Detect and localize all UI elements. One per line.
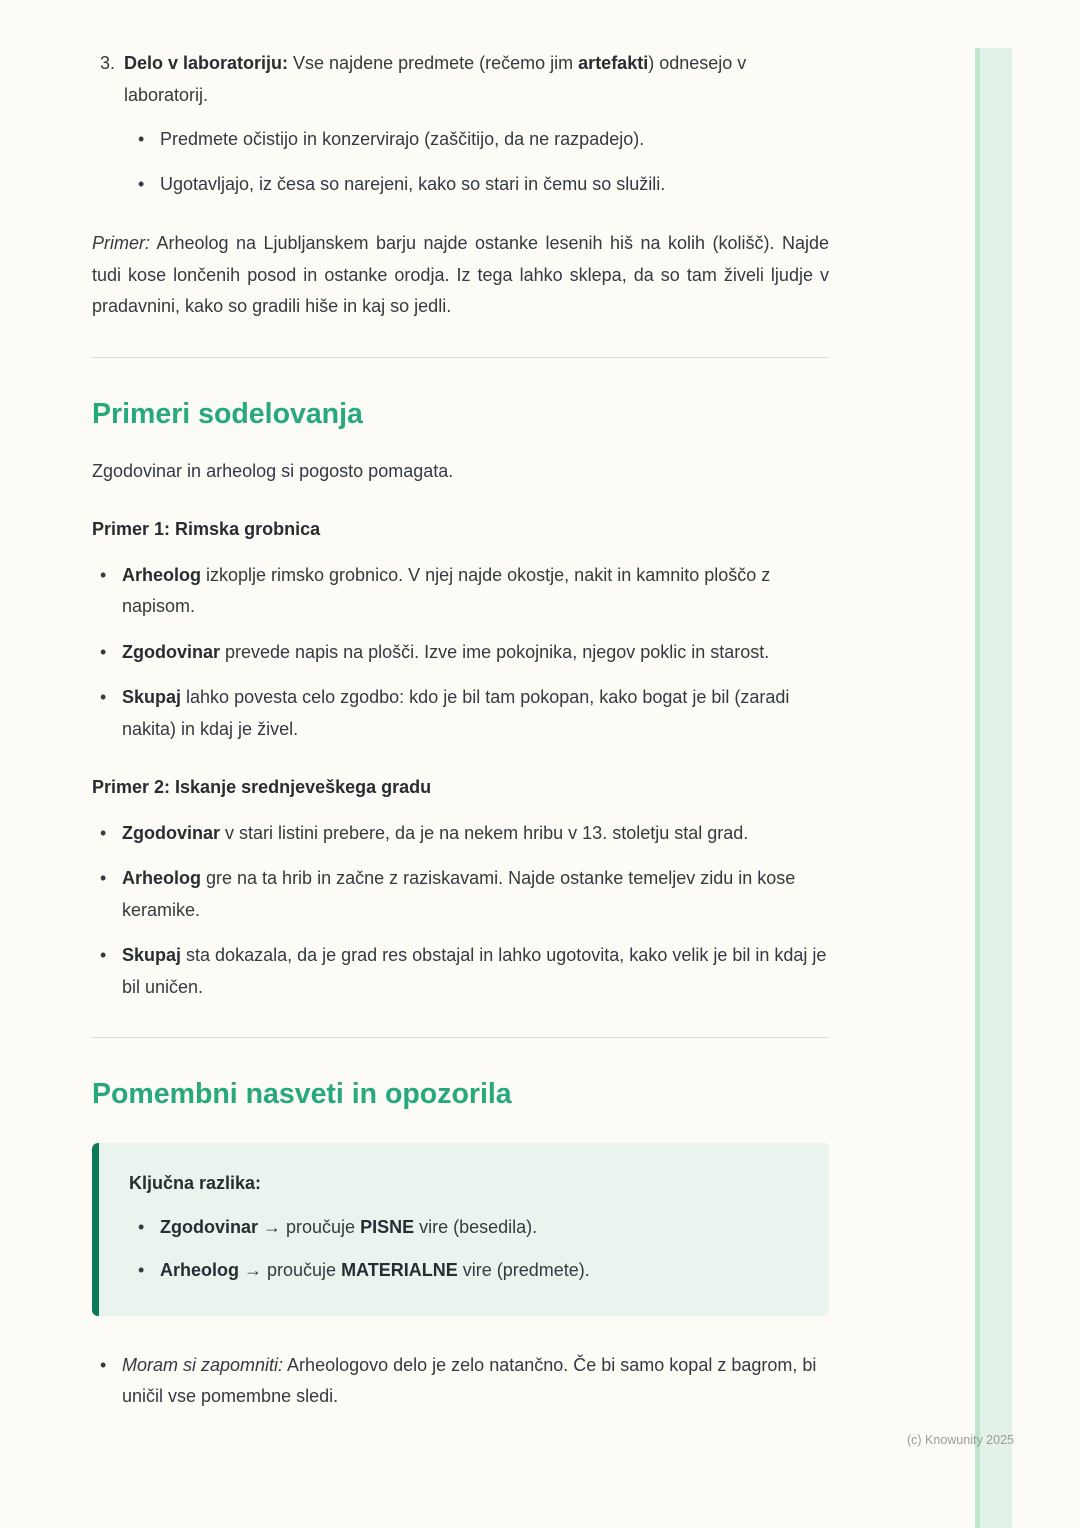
bullet-marker: • <box>100 564 107 585</box>
section-divider <box>92 357 829 358</box>
list-item <box>100 682 829 745</box>
bullet-marker: • <box>138 1260 145 1281</box>
example-paragraph <box>92 228 829 323</box>
bullet-emphasis: PISNE <box>360 1216 415 1237</box>
bullet-text: Skupaj sta dokazala, da je grad res obstajal in lahko ugotovita, kako velik je bil in kdaj je bil uničen. <box>122 945 827 997</box>
bullet-text: Zgodovinar prevede napis na plošči. Izve ime pokojnika, njegov poklic in starost. <box>122 641 770 662</box>
list-item <box>138 124 829 156</box>
bullet-text: Arheolog → proučuje MATERIALNE vire (predmete). <box>160 1260 590 1281</box>
reminder-list <box>100 1350 829 1413</box>
bullet-text: Zgodovinar v stari listini prebere, da je na nekem hribu v 13. stoletju stal grad. <box>122 822 749 843</box>
bullet-emphasis: MATERIALNE <box>341 1260 458 1281</box>
list-item <box>138 1255 799 1287</box>
reminder-lead: Moram si zapomniti: <box>122 1354 284 1375</box>
copyright-note: (c) Knowunity 2025 <box>906 1433 1014 1447</box>
bullet-lead: Arheolog <box>122 868 201 889</box>
lab-sub-list <box>138 124 829 200</box>
item-number: 3. <box>100 53 116 73</box>
lab-item-term: artefakti <box>578 53 649 73</box>
bullet-marker: • <box>100 641 107 662</box>
numbered-item-lab-work <box>92 48 829 200</box>
list-item <box>138 1212 799 1244</box>
bullet-text: Zgodovinar → proučuje PISNE vire (besedila). <box>160 1216 538 1237</box>
bullet-lead: Skupaj <box>122 945 182 966</box>
bullet-lead: Skupaj <box>122 687 182 708</box>
list-item <box>100 637 829 669</box>
example2-heading: Primer 2: Iskanje srednjeveškega gradu <box>92 777 432 798</box>
sub-bullet-text: Predmete očistijo in konzervirajo (zaščitijo, da ne razpadejo). <box>160 129 645 149</box>
list-item <box>100 940 829 1003</box>
list-item <box>100 560 829 623</box>
example1-heading: Primer 1: Rimska grobnica <box>92 519 321 540</box>
sub-bullet-text: Ugotavljajo, iz česa so narejeni, kako so stari in čemu so služili. <box>160 173 666 194</box>
bullet-marker: • <box>100 687 107 708</box>
bullet-marker: • <box>138 173 145 194</box>
callout-title: Ključna razlika: <box>129 1173 262 1194</box>
lab-item-lead: Delo v laboratoriju: <box>124 53 289 73</box>
list-item <box>138 169 829 201</box>
bullet-text: Skupaj lahko povesta celo zgodbo: kdo je bil tam pokopan, kako bogat je bil (zaradi nakita) in kdaj je živel. <box>122 687 790 739</box>
example-lead: Primer: <box>92 233 150 253</box>
bullet-lead: Arheolog <box>160 1260 239 1281</box>
bullet-text: Arheolog izkoplje rimsko grobnico. V njej najde okostje, nakit in kamnito ploščo z napisom. <box>122 564 771 617</box>
list-item <box>100 818 829 850</box>
section-title-collaboration: Primeri sodelovanja <box>92 397 363 430</box>
bullet-marker: • <box>100 868 107 889</box>
list-item <box>100 1350 829 1413</box>
reminder-text: Moram si zapomniti: Arheologovo delo je zelo natančno. Če bi samo kopal z bagrom, bi uničil vse pomembne sledi. <box>122 1354 817 1407</box>
page-content <box>92 48 829 1413</box>
section-title-advice: Pomembni nasveti in opozorila <box>92 1078 512 1111</box>
bullet-marker: • <box>138 1216 145 1237</box>
page-edge-accent <box>975 48 1012 1528</box>
bullet-lead: Arheolog <box>122 564 201 585</box>
item-body <box>124 48 829 200</box>
example-text: Arheolog na Ljubljanskem barju najde ostanke lesenih hiš na kolih (kolišč). Najde tudi kose lončenih posod in ostanke orodja. Iz tega lahko sklepa, da so tam živeli ljudje v pradavnini, kako so gradili hiše in kaj so jedli. <box>92 233 829 316</box>
list-item <box>100 863 829 926</box>
bullet-marker: • <box>100 822 107 843</box>
example1-list <box>100 560 829 746</box>
bullet-marker: • <box>100 1354 107 1375</box>
collaboration-intro: Zgodovinar in arheolog si pogosto pomagata. <box>92 460 454 481</box>
bullet-text: Arheolog gre na ta hrib in začne z raziskavami. Najde ostanke temeljev zidu in kose keramike. <box>122 868 796 920</box>
bullet-lead: Zgodovinar <box>122 641 220 662</box>
lab-item-paragraph <box>124 48 829 111</box>
bullet-lead: Zgodovinar <box>160 1216 258 1237</box>
key-difference-callout <box>92 1143 829 1316</box>
lab-item-text: Vse najdene predmete (rečemo jim <box>288 53 579 73</box>
bullet-marker: • <box>138 129 145 149</box>
bullet-lead: Zgodovinar <box>122 822 220 843</box>
example2-list <box>100 818 829 1004</box>
lab-item-text-end: ) odnesejo v laboratorij. <box>124 53 747 105</box>
section-divider <box>92 1037 829 1038</box>
bullet-marker: • <box>100 945 107 966</box>
